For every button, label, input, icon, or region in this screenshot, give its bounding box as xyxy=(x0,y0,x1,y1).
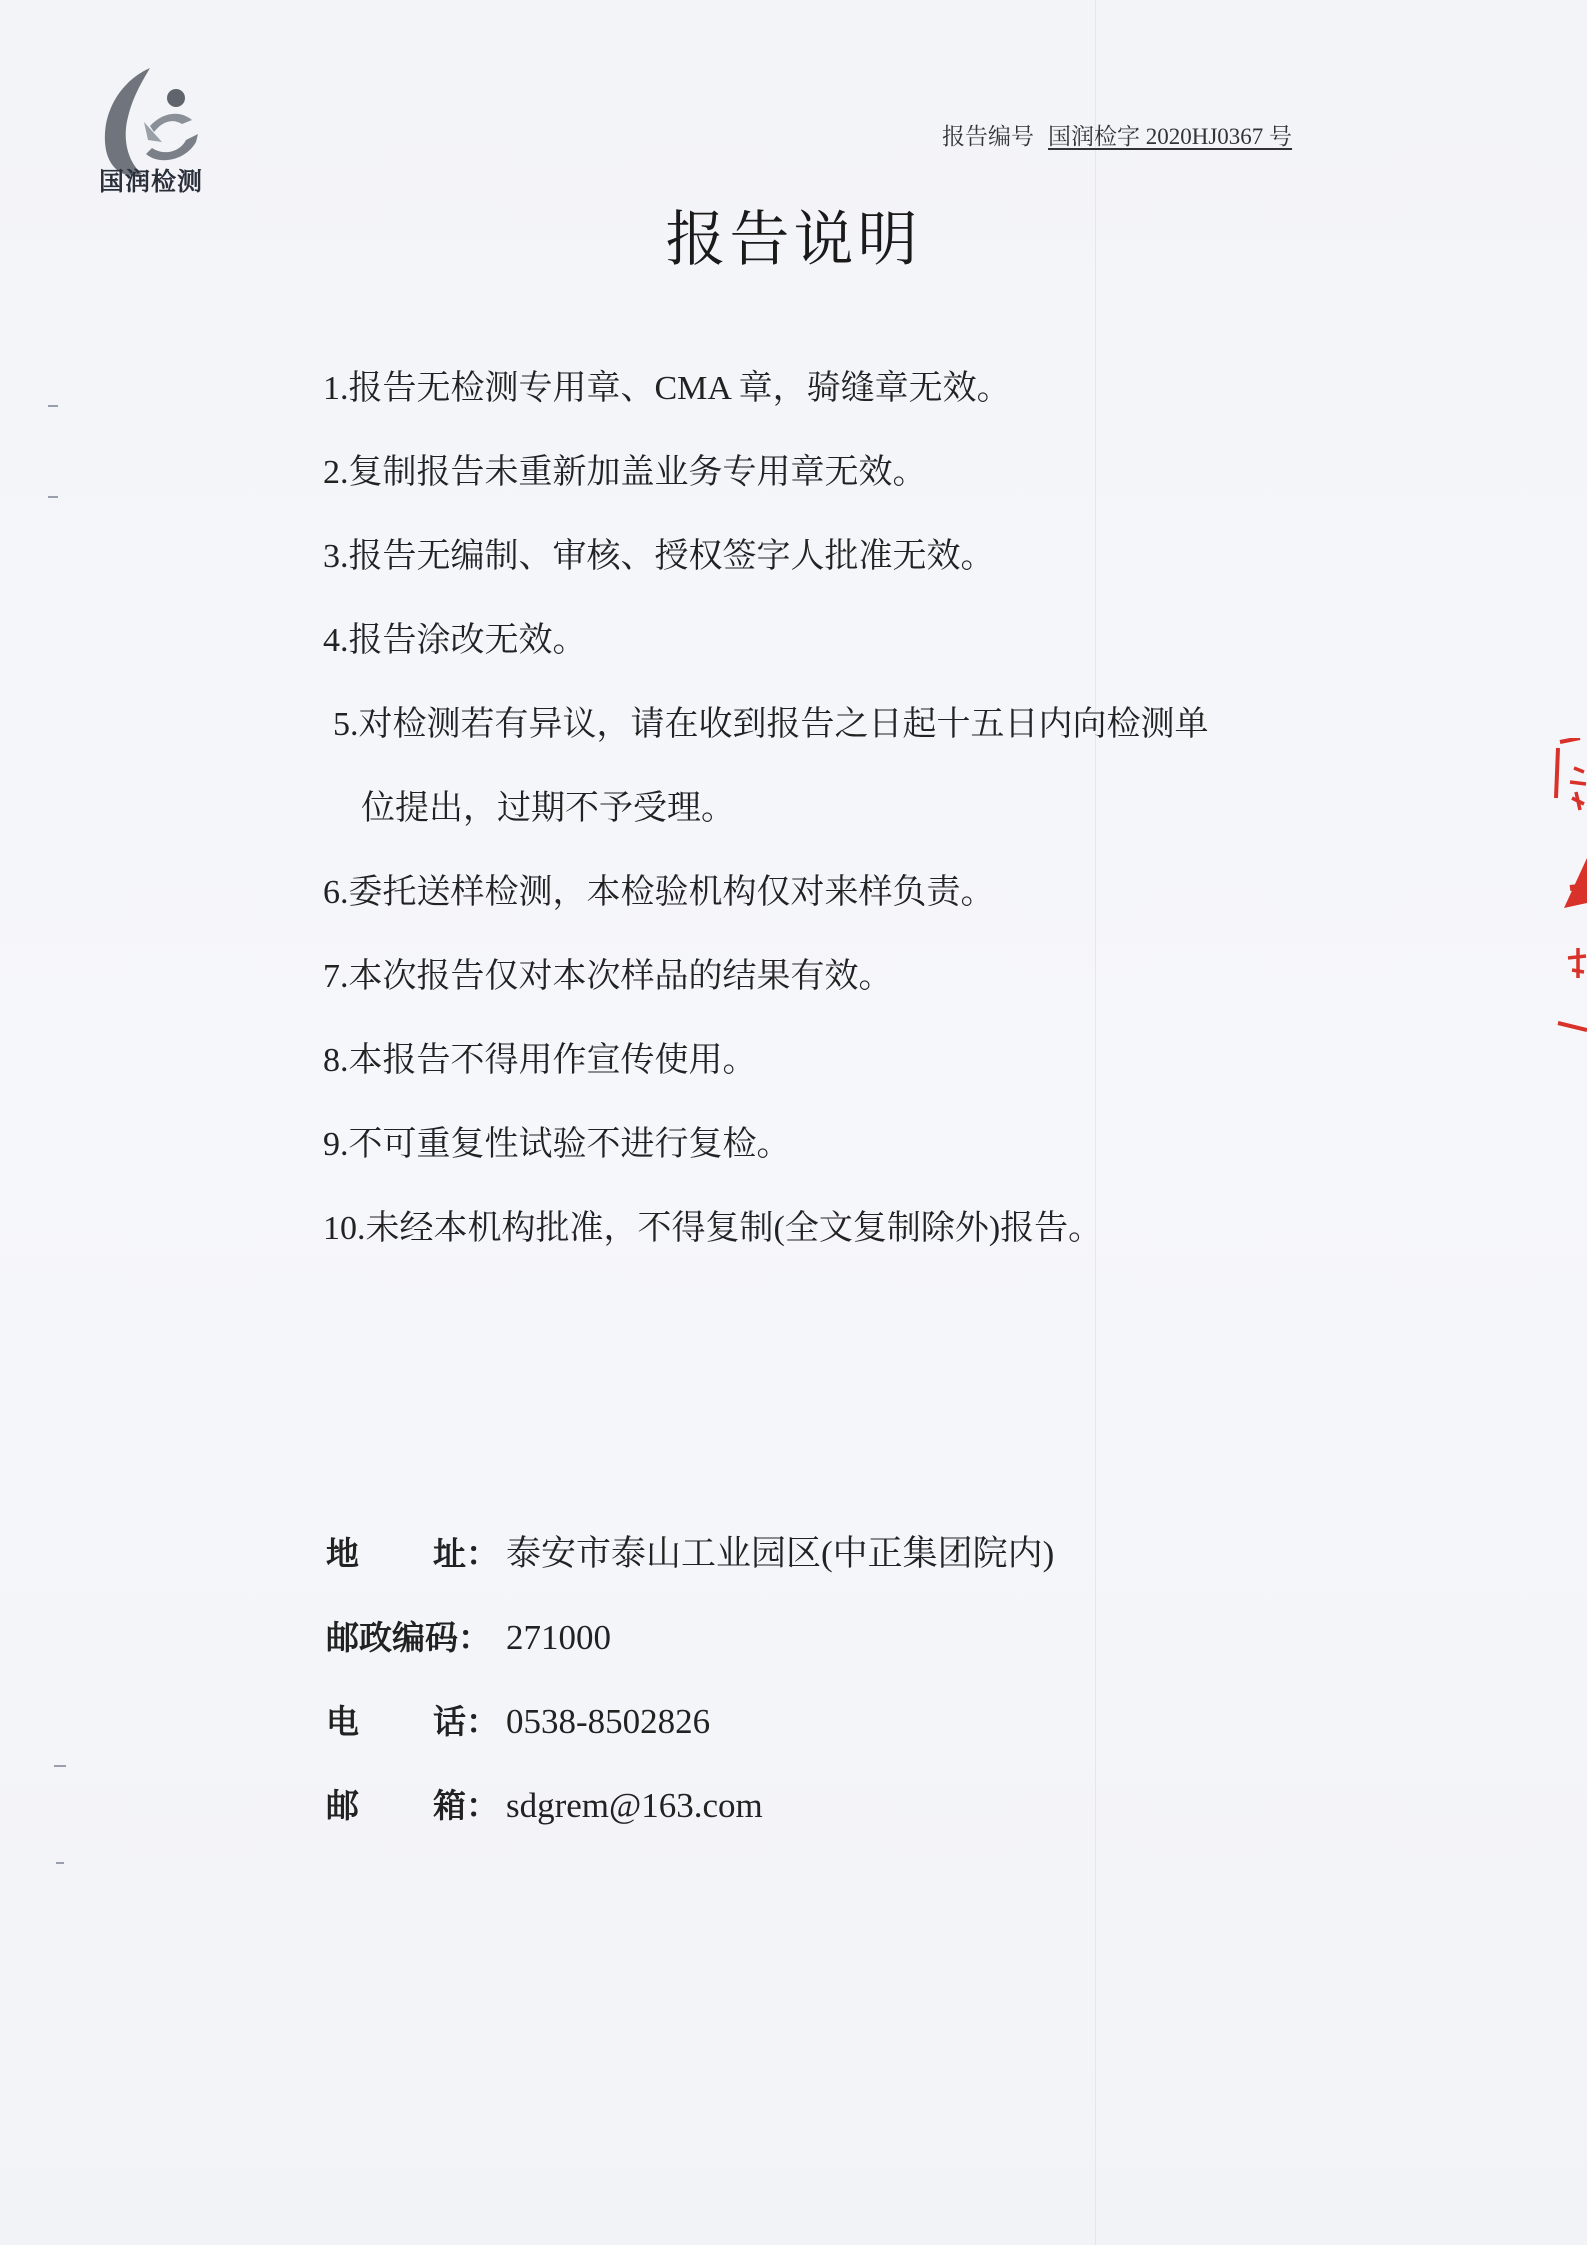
scan-speck xyxy=(54,1765,66,1767)
list-item-continuation: 位提出，过期不予受理。 xyxy=(361,790,735,827)
address-label: 地 址： xyxy=(326,1534,499,1573)
list-item: 6.委托送样检测，本检验机构仅对来样负责。 xyxy=(323,874,995,911)
contact-block xyxy=(326,1530,1054,1866)
list-item: 8.本报告不得用作宣传使用。 xyxy=(323,1042,757,1079)
postcode-row xyxy=(326,1614,1054,1698)
report-number-label: 报告编号 xyxy=(942,124,1034,149)
seal-stamp-icon xyxy=(1550,738,1587,1038)
address-value: 泰安市泰山工业园区(中正集团院内) xyxy=(506,1534,1055,1573)
page-title: 报告说明 xyxy=(665,205,922,275)
postcode-label: 邮政编码： xyxy=(326,1618,491,1657)
list-item xyxy=(323,701,1383,833)
phone-label: 电 话： xyxy=(326,1702,499,1741)
scan-speck xyxy=(56,1862,64,1864)
list-item: 1.报告无检测专用章、CMA 章，骑缝章无效。 xyxy=(323,370,1011,407)
address-row xyxy=(326,1530,1054,1614)
report-number xyxy=(942,118,1292,151)
email-label: 邮 箱： xyxy=(326,1786,499,1825)
notice-list xyxy=(323,365,1383,1289)
scan-speck xyxy=(48,405,58,407)
phone-row xyxy=(326,1698,1054,1782)
list-item: 3.报告无编制、审核、授权签字人批准无效。 xyxy=(323,538,995,575)
logo-text: 国润检测 xyxy=(98,167,203,196)
list-item-line: 5.对检测若有异议，请在收到报告之日起十五日内向检测单 xyxy=(333,706,1209,743)
postcode-value: 271000 xyxy=(506,1618,611,1657)
scan-speck xyxy=(48,496,58,498)
email-value: sdgrem@163.com xyxy=(506,1786,763,1825)
report-number-value: 国润检字 2020HJ0367 号 xyxy=(1048,124,1293,149)
list-item: 10.未经本机构批准，不得复制(全文复制除外)报告。 xyxy=(323,1210,1103,1247)
list-item: 9.不可重复性试验不进行复检。 xyxy=(323,1126,791,1163)
list-item: 4.报告涂改无效。 xyxy=(323,622,587,659)
list-item: 2.复制报告未重新加盖业务专用章无效。 xyxy=(323,454,927,491)
email-row xyxy=(326,1782,1054,1866)
list-item: 7.本次报告仅对本次样品的结果有效。 xyxy=(323,958,893,995)
phone-value: 0538-8502826 xyxy=(506,1702,711,1741)
